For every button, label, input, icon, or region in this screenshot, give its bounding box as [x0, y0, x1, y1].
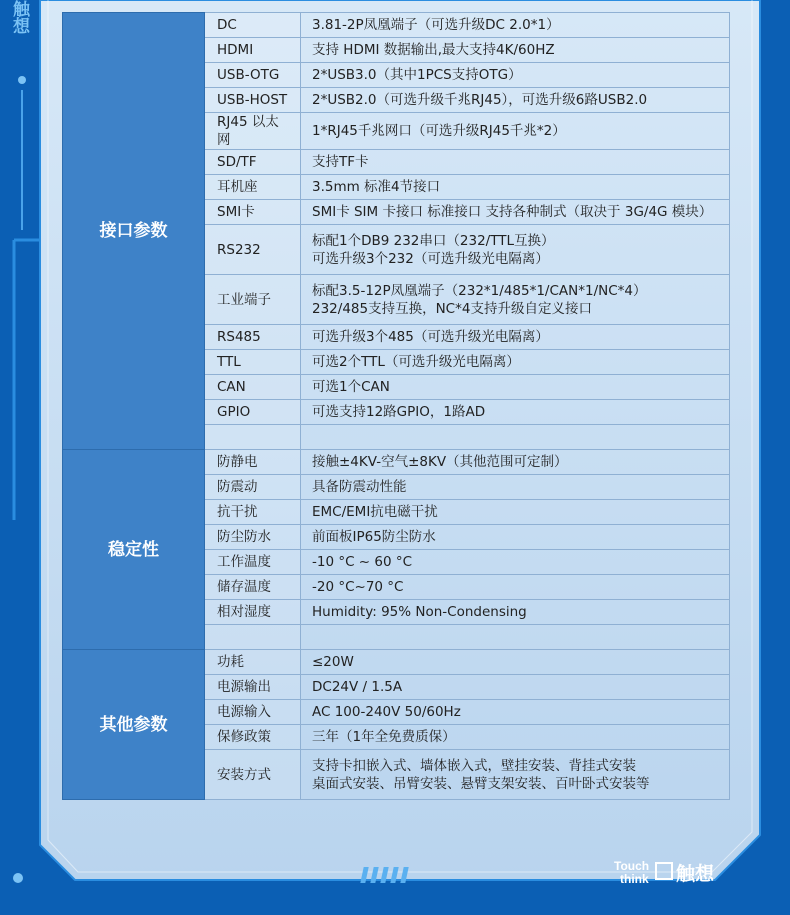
spec-value [301, 375, 730, 400]
logo-line2: think [620, 872, 649, 886]
spec-value [301, 275, 730, 325]
spec-label: 储存温度 [205, 575, 301, 600]
spec-value-line: SMI卡 SIM 卡接口 标准接口 支持各种制式（取决于 3G/4G 模块） [312, 204, 713, 220]
spec-label: SD/TF [205, 150, 301, 175]
spec-value-line: 具备防震动性能 [312, 479, 407, 495]
spec-row [63, 13, 730, 38]
spec-value-line: 支持 HDMI 数据输出,最大支持4K/60HZ [312, 42, 555, 58]
spec-value-line: 标配3.5-12P凤凰端子（232*1/485*1/CAN*1/NC*4） [312, 282, 647, 299]
spec-label: CAN [205, 375, 301, 400]
spec-value-line: 2*USB2.0（可选升级千兆RJ45），可选升级6路USB2.0 [312, 92, 648, 108]
spec-value [301, 525, 730, 550]
spec-label [205, 625, 301, 650]
spec-value [301, 175, 730, 200]
spec-value-line: 可选支持12路GPIO，1路AD [312, 404, 486, 420]
spec-value [301, 325, 730, 350]
spec-label: 工业端子 [205, 275, 301, 325]
touchthink-logo-icon [612, 857, 730, 887]
spec-label: RJ45 以太网 [205, 113, 301, 150]
spec-value-line: 三年（1年全免费质保） [312, 729, 456, 745]
spec-value [301, 13, 730, 38]
spec-value [301, 225, 730, 275]
spec-value-line: 支持TF卡 [312, 154, 369, 170]
spec-value-line: 前面板IP65防尘防水 [312, 529, 436, 545]
spec-label: 耳机座 [205, 175, 301, 200]
logo-line1: Touch [614, 859, 650, 873]
spec-value-line: 可选1个CAN [312, 379, 390, 395]
spec-value [301, 625, 730, 650]
spec-value [301, 600, 730, 625]
spec-value-line: 可选升级3个232（可选升级光电隔离） [312, 250, 549, 267]
spec-value-line: EMC/EMI抗电磁干扰 [312, 504, 438, 520]
spec-value [301, 750, 730, 800]
spec-value [301, 450, 730, 475]
spec-value [301, 700, 730, 725]
side-brand-label: 触想 [9, 0, 29, 34]
spec-value-line: Humidity: 95% Non-Condensing [312, 604, 527, 620]
spec-value-line: 桌面式安装、吊臂安装、悬臂支架安装、百叶卧式安装等 [312, 775, 650, 792]
category-cell: 接口参数 [63, 13, 205, 450]
spec-label: RS232 [205, 225, 301, 275]
spec-value-line: DC24V / 1.5A [312, 679, 403, 695]
spec-value-line: ≤20W [312, 654, 354, 670]
spec-label: 防静电 [205, 450, 301, 475]
spec-value-line: 可选2个TTL（可选升级光电隔离） [312, 354, 520, 370]
spec-value [301, 725, 730, 750]
spec-value [301, 200, 730, 225]
brand-logo [612, 857, 730, 887]
spec-label: 电源输入 [205, 700, 301, 725]
spec-label: 抗干扰 [205, 500, 301, 525]
spec-label: 工作温度 [205, 550, 301, 575]
brand-name: 触想 [676, 863, 715, 885]
spec-value-line: 可选升级3个485（可选升级光电隔离） [312, 329, 549, 345]
spec-value [301, 88, 730, 113]
spec-label: 相对湿度 [205, 600, 301, 625]
spec-value [301, 150, 730, 175]
category-cell: 其他参数 [63, 650, 205, 800]
spec-value-line: 标配1个DB9 232串口（232/TTL互换） [312, 232, 555, 249]
spec-value-line: 232/485支持互换，NC*4支持升级自定义接口 [312, 300, 592, 317]
spec-value [301, 425, 730, 450]
spec-label: USB-OTG [205, 63, 301, 88]
spec-value [301, 38, 730, 63]
spec-value [301, 675, 730, 700]
spec-value [301, 400, 730, 425]
spec-row [63, 450, 730, 475]
spec-value-line: 支持卡扣嵌入式、墙体嵌入式，壁挂安装、背挂式安装 [312, 757, 636, 774]
spec-label [205, 425, 301, 450]
spec-label: RS485 [205, 325, 301, 350]
spec-value [301, 500, 730, 525]
spec-value [301, 113, 730, 150]
spec-value [301, 550, 730, 575]
spec-table [62, 12, 730, 800]
spec-label: 安装方式 [205, 750, 301, 800]
spec-value-line: 1*RJ45千兆网口（可选升级RJ45千兆*2） [312, 123, 566, 139]
spec-label: GPIO [205, 400, 301, 425]
spec-row [63, 650, 730, 675]
spec-value [301, 650, 730, 675]
spec-label: 功耗 [205, 650, 301, 675]
spec-value-line: 2*USB3.0（其中1PCS支持OTG） [312, 67, 522, 83]
spec-label: USB-HOST [205, 88, 301, 113]
spec-value-line: 3.5mm 标准4节接口 [312, 179, 441, 195]
spec-label: TTL [205, 350, 301, 375]
spec-label: HDMI [205, 38, 301, 63]
spec-value-line: -20 °C~70 °C [312, 579, 404, 595]
spec-value-line: AC 100-240V 50/60Hz [312, 704, 461, 720]
spec-value [301, 475, 730, 500]
spec-label: 防尘防水 [205, 525, 301, 550]
spec-label: 防震动 [205, 475, 301, 500]
spec-value [301, 63, 730, 88]
spec-value-line: 3.81-2P凤凰端子（可选升级DC 2.0*1） [312, 17, 560, 33]
spec-label: 保修政策 [205, 725, 301, 750]
spec-value-line: -10 °C ~ 60 °C [312, 554, 413, 570]
spec-label: DC [205, 13, 301, 38]
spec-label: 电源输出 [205, 675, 301, 700]
spec-label: SMI卡 [205, 200, 301, 225]
spec-value [301, 575, 730, 600]
spec-value-line: 接触±4KV-空气±8KV（其他范围可定制） [312, 454, 568, 470]
category-cell: 稳定性 [63, 450, 205, 650]
spec-value [301, 350, 730, 375]
